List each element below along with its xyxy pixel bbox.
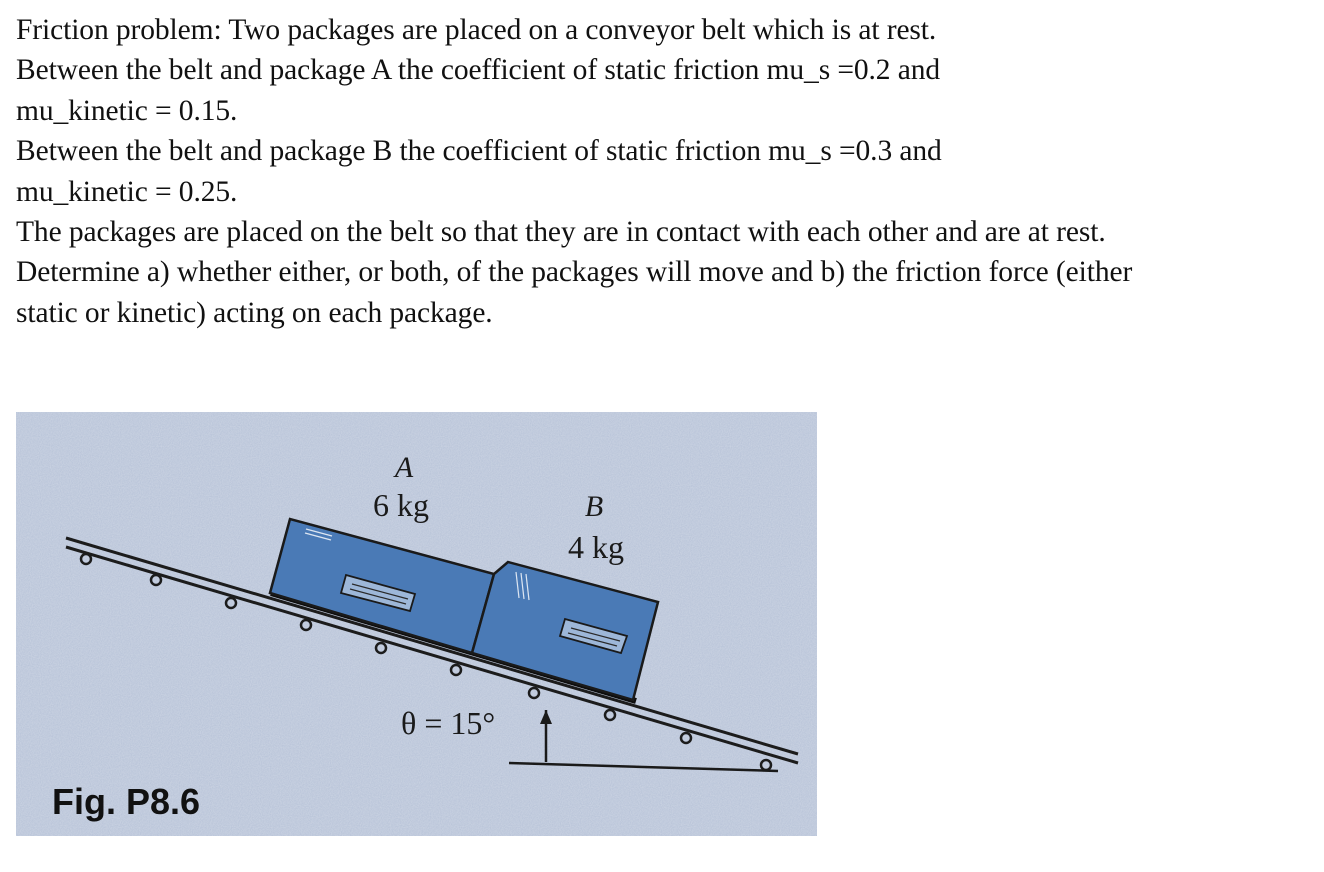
package-b-letter: B bbox=[584, 490, 604, 523]
package-b-mass: 4 kg bbox=[568, 529, 624, 565]
problem-line-5: mu_kinetic = 0.25. bbox=[16, 175, 238, 208]
problem-line-4: Between the belt and package B the coefficient of static friction mu_s =0.3 and bbox=[16, 135, 942, 168]
problem-line-6: The packages are placed on the belt so that they are in contact with each other and are at rest. bbox=[16, 216, 1106, 249]
package-a-mass: 6 kg bbox=[373, 487, 429, 523]
conveyor-diagram bbox=[16, 412, 817, 836]
figure-caption: Fig. P8.6 bbox=[52, 781, 201, 822]
package-a-letter: A bbox=[394, 451, 414, 484]
angle-label: θ = 15° bbox=[401, 705, 496, 741]
problem-line-8: static or kinetic) acting on each package. bbox=[16, 296, 493, 329]
problem-statement bbox=[16, 10, 1306, 333]
conveyor-figure bbox=[16, 412, 817, 836]
problem-line-3: mu_kinetic = 0.15. bbox=[16, 94, 238, 127]
problem-line-1: Friction problem: Two packages are placed on a conveyor belt which is at rest. bbox=[16, 14, 937, 46]
problem-line-7: Determine a) whether either, or both, of the packages will move and b) the friction force (either bbox=[16, 256, 1133, 289]
problem-line-2: Between the belt and package A the coefficient of static friction mu_s =0.2 and bbox=[16, 54, 941, 87]
